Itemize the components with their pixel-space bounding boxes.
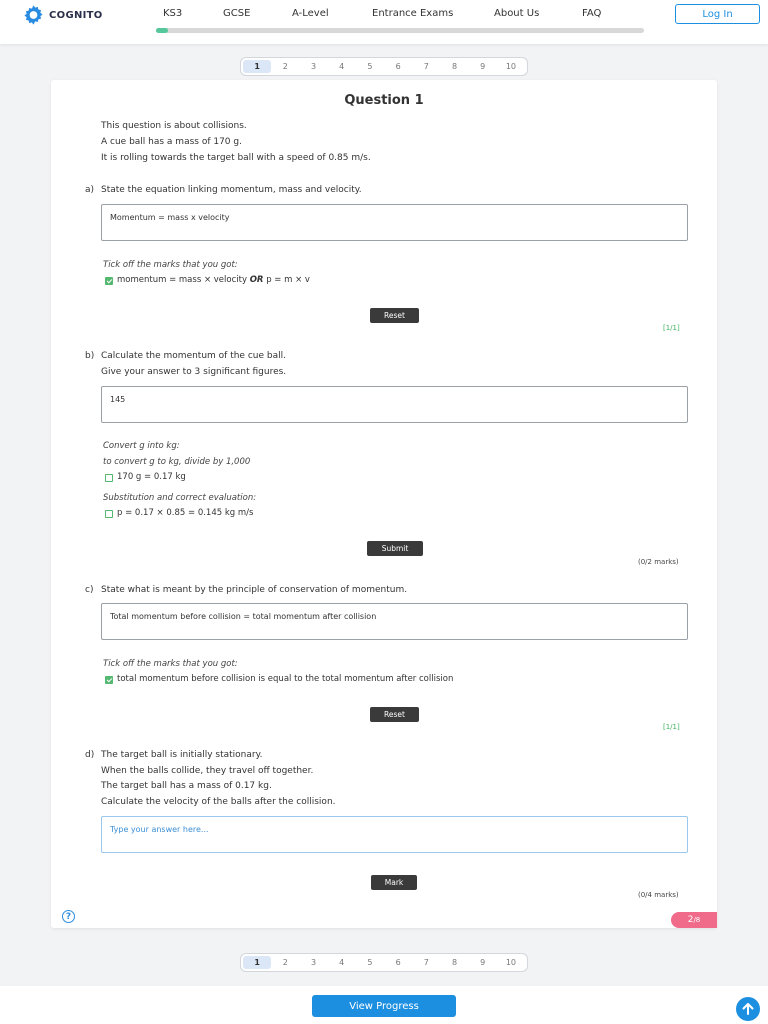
part-b-prompt: Calculate the momentum of the cue ball. (101, 351, 286, 361)
part-label: c) (85, 585, 94, 595)
scroll-to-top-button[interactable] (736, 997, 760, 1021)
mark-checkbox[interactable] (105, 277, 113, 285)
quiz-progress-fill (156, 28, 168, 33)
page-link[interactable]: 8 (451, 62, 458, 71)
nav-about-us[interactable]: About Us (494, 8, 540, 19)
question-card (51, 80, 717, 928)
page-link[interactable]: 3 (310, 958, 317, 967)
mark-checkbox[interactable] (105, 474, 113, 482)
part-a-marks: [1/1] (663, 324, 680, 332)
part-d-prompt: The target ball is initially stationary. (101, 750, 263, 760)
part-b-answer-field[interactable]: 145 (101, 386, 688, 423)
page-counter-total: /8 (693, 916, 701, 924)
page-link[interactable]: 8 (451, 958, 458, 967)
part-a-answer-field[interactable]: Momentum = mass x velocity (101, 204, 688, 241)
part-d-answer-field[interactable]: Type your answer here... (101, 816, 688, 853)
page-link[interactable]: 9 (480, 62, 486, 71)
mark-item-or: OR (249, 275, 264, 285)
mark-item: p = 0.17 × 0.85 = 0.145 kg m/s (117, 508, 254, 518)
page-link[interactable]: 5 (367, 62, 373, 71)
help-icon[interactable]: ? (62, 910, 75, 923)
quiz-progress-bar (156, 28, 644, 33)
part-a-reset-button[interactable]: Reset (370, 308, 419, 323)
page-link[interactable]: 7 (423, 958, 429, 967)
page-link[interactable]: 1 (243, 956, 271, 969)
intro-line: A cue ball has a mass of 170 g. (101, 137, 242, 147)
page-link[interactable]: 4 (339, 958, 345, 967)
page-link[interactable]: 6 (395, 958, 401, 967)
mark-item-text: momentum = mass × velocity (117, 275, 247, 285)
page-link[interactable]: 1 (243, 60, 271, 73)
mark-item: total momentum before collision is equal to the total momentum after collision (117, 674, 454, 684)
part-c-answer-field[interactable]: Total momentum before collision = total momentum after collision (101, 603, 688, 640)
part-c-marks: [1/1] (663, 723, 680, 731)
page-link[interactable]: 6 (395, 62, 401, 71)
logo[interactable] (21, 4, 103, 26)
intro-line: It is rolling towards the target ball with a speed of 0.85 m/s. (101, 153, 371, 163)
part-label: d) (85, 750, 95, 760)
page-link[interactable]: 10 (505, 958, 517, 967)
page-link[interactable]: 5 (367, 958, 373, 967)
part-c-reset-button[interactable]: Reset (370, 707, 419, 722)
mark-item-alt: p = m × v (266, 275, 310, 285)
part-d-marks: (0/4 marks) (638, 891, 679, 899)
logo-text: COGNITO (49, 9, 103, 21)
question-pagination-bottom (240, 953, 528, 972)
page-counter-current: 2 (687, 915, 694, 925)
question-pagination-top (240, 57, 528, 76)
page-link[interactable]: 2 (282, 62, 288, 71)
tick-heading: Tick off the marks that you got: (103, 260, 238, 270)
page-link[interactable]: 7 (423, 62, 429, 71)
mark-checkbox[interactable] (105, 510, 113, 518)
login-button[interactable]: Log In (675, 4, 760, 24)
mark-note: to convert g to kg, divide by 1,000 (103, 457, 251, 467)
mark-heading: Substitution and correct evaluation: (103, 493, 257, 503)
part-label: a) (85, 185, 95, 195)
page-link[interactable]: 2 (282, 958, 288, 967)
part-c-prompt: State what is meant by the principle of conservation of momentum. (101, 585, 408, 595)
page-link[interactable]: 10 (505, 62, 517, 71)
mark-item (117, 275, 310, 285)
part-label: b) (85, 351, 95, 361)
part-d-prompt: When the balls collide, they travel off together. (101, 766, 314, 776)
nav-a-level[interactable]: A-Level (292, 8, 329, 19)
mark-checkbox[interactable] (105, 676, 113, 684)
part-d-prompt: Calculate the velocity of the balls after the collision. (101, 797, 336, 807)
intro-line: This question is about collisions. (101, 121, 247, 131)
question-title: Question 1 (344, 93, 424, 108)
nav-faq[interactable]: FAQ (582, 8, 602, 19)
gear-logo-icon (21, 4, 46, 26)
part-b-marks: (0/2 marks) (638, 558, 679, 566)
footer-bar (0, 986, 768, 1024)
view-progress-button[interactable]: View Progress (312, 995, 456, 1017)
page-link[interactable]: 4 (339, 62, 345, 71)
nav-entrance-exams[interactable]: Entrance Exams (372, 8, 454, 19)
part-b-submit-button[interactable]: Submit (367, 541, 423, 556)
top-header (0, 0, 768, 44)
part-d-mark-button[interactable]: Mark (371, 875, 417, 890)
mark-item: 170 g = 0.17 kg (117, 472, 186, 482)
page-counter-badge (671, 912, 717, 928)
mark-heading: Convert g into kg: (103, 441, 180, 451)
page-link[interactable]: 3 (310, 62, 317, 71)
part-d-prompt: The target ball has a mass of 0.17 kg. (101, 781, 272, 791)
tick-heading: Tick off the marks that you got: (103, 659, 238, 669)
part-b-prompt: Give your answer to 3 significant figures. (101, 367, 287, 377)
page-link[interactable]: 9 (480, 958, 486, 967)
part-a-prompt: State the equation linking momentum, mass and velocity. (101, 185, 362, 195)
nav-gcse[interactable]: GCSE (223, 8, 251, 19)
nav-ks3[interactable]: KS3 (163, 8, 183, 19)
arrow-up-icon (742, 1003, 754, 1015)
